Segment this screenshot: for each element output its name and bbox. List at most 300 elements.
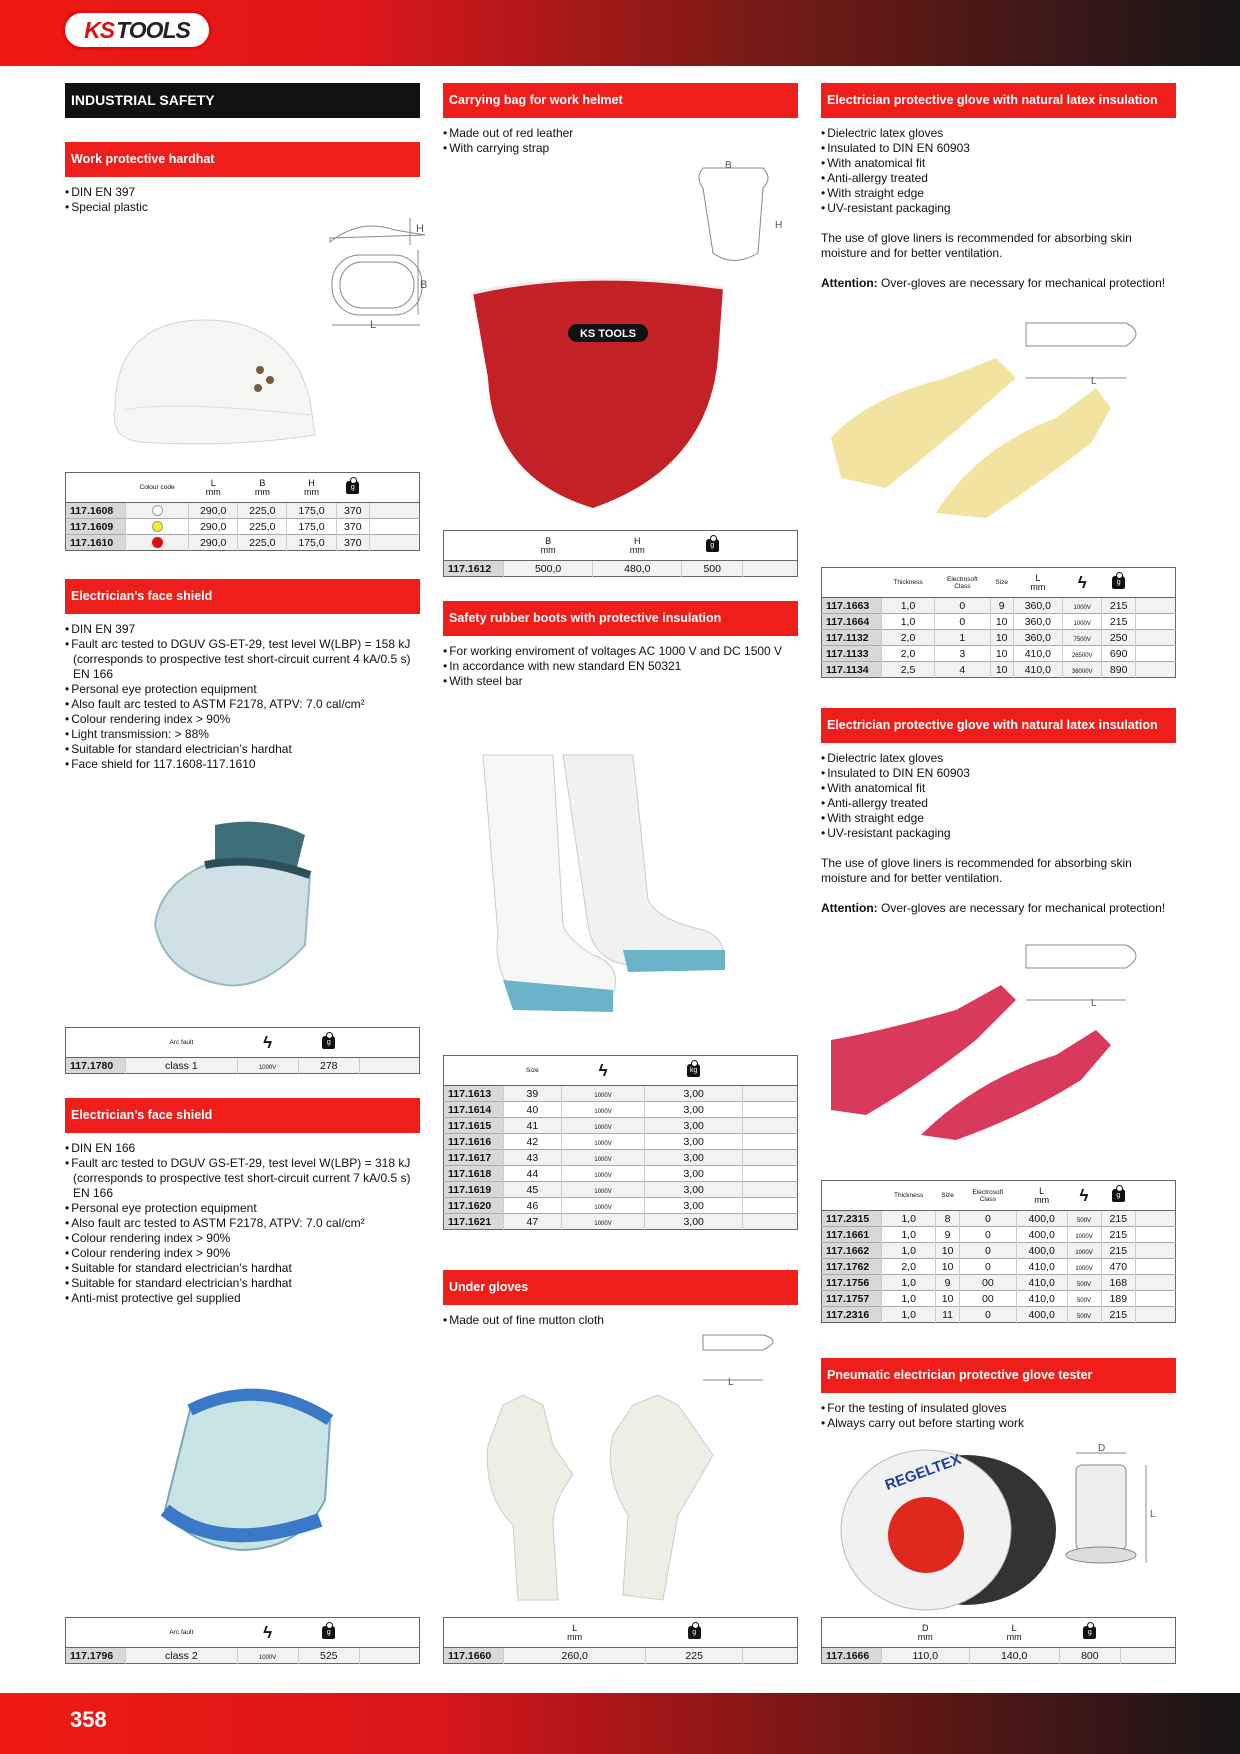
top-banner <box>0 0 1240 66</box>
weight-icon: g <box>322 1626 335 1639</box>
face-shield-1-image <box>145 815 345 990</box>
voltage-icon: ϟ <box>598 1060 608 1080</box>
cell: 10 <box>990 614 1013 630</box>
shield1-section <box>65 579 420 772</box>
cell: 2,0 <box>882 1259 936 1275</box>
cell: 370 <box>336 519 369 535</box>
dim-h: H <box>775 220 783 231</box>
unit: mm <box>1034 1194 1050 1205</box>
col-class: Class <box>979 1195 996 1203</box>
bullet: • With straight edge <box>821 811 1176 826</box>
cell: 3,00 <box>645 1150 743 1166</box>
table-row[interactable] <box>444 1166 798 1182</box>
cell: 3,00 <box>645 1166 743 1182</box>
cell: 360,0 <box>1013 614 1062 630</box>
cell: 44 <box>504 1166 562 1182</box>
voltage-class: 1000V <box>594 1108 612 1115</box>
table-row[interactable] <box>66 535 420 551</box>
cell: 400,0 <box>1016 1211 1067 1227</box>
article-number[interactable]: 117.1608 <box>66 503 126 519</box>
article-number[interactable]: 117.1666 <box>822 1648 882 1664</box>
table-row[interactable] <box>822 1243 1176 1259</box>
tester-section <box>821 1358 1176 1431</box>
cell: 2,5 <box>882 662 935 678</box>
col-colour: Colour code <box>126 473 189 503</box>
bullet-list <box>65 1141 420 1306</box>
unit: mm <box>254 486 270 497</box>
bullet: • UV-resistant packaging <box>821 826 1176 841</box>
bullet: • For working enviroment of voltages AC 1000 V and DC 1500 V <box>443 644 798 659</box>
cell: 360,0 <box>1013 598 1062 614</box>
voltage-class: 500V <box>1077 1313 1092 1320</box>
category-title: INDUSTRIAL SAFETY <box>65 83 420 118</box>
voltage-class: 500V <box>1077 1297 1092 1304</box>
hardhat-image <box>80 210 428 465</box>
cell: 480,0 <box>593 561 682 577</box>
bullet: • With anatomical fit <box>821 156 1176 171</box>
voltage-class: 1000V <box>594 1092 612 1099</box>
bullet-list <box>821 126 1176 216</box>
bullet: • Colour rendering index > 90% <box>65 1246 420 1261</box>
dim-d: D <box>1098 1443 1106 1454</box>
glove2-table <box>821 1180 1176 1323</box>
dim-l: L <box>1091 998 1097 1009</box>
cell: 175,0 <box>287 519 336 535</box>
cell: 140,0 <box>969 1648 1059 1664</box>
table-row[interactable] <box>66 1648 420 1664</box>
bullet: • Dielectric latex gloves <box>821 126 1176 141</box>
cell: 10 <box>936 1291 960 1307</box>
cell: 175,0 <box>287 535 336 551</box>
bullet: • Dielectric latex gloves <box>821 751 1176 766</box>
bullet: • Always carry out before starting work <box>821 1416 1176 1431</box>
voltage-class: 7500V <box>1073 636 1091 643</box>
table-row[interactable] <box>66 519 420 535</box>
article-number[interactable]: 117.1762 <box>822 1259 882 1275</box>
voltage-class: 500V <box>1077 1217 1092 1224</box>
article-number[interactable]: 117.1621 <box>444 1214 504 1230</box>
col-size: Size <box>990 568 1013 598</box>
col-l: L <box>210 477 216 488</box>
table-row[interactable] <box>444 1150 798 1166</box>
bullet: • DIN EN 397 <box>65 185 420 200</box>
cell: 0 <box>935 614 991 630</box>
col-thickness: Thickness <box>882 1181 936 1211</box>
table-row[interactable] <box>66 503 420 519</box>
dim-l: L <box>370 319 377 331</box>
col-electrosoft: Electrosoft <box>946 575 978 583</box>
article-number[interactable]: 117.1613 <box>444 1086 504 1102</box>
table-row[interactable] <box>822 1259 1176 1275</box>
bullet: • DIN EN 397 <box>65 622 420 637</box>
cell: 500 <box>682 561 743 577</box>
col-b: B <box>545 535 552 546</box>
cell: 225,0 <box>238 519 287 535</box>
cell: 225,0 <box>238 503 287 519</box>
unit: mm <box>205 486 221 497</box>
unit: mm <box>540 544 556 555</box>
cell: 1,0 <box>882 1275 936 1291</box>
voltage-icon: ϟ <box>263 1622 273 1642</box>
paragraph: The use of glove liners is recommended for absorbing skin moisture and for better ventilation. <box>821 231 1132 260</box>
article-number[interactable]: 117.1664 <box>822 614 882 630</box>
bullet: • Colour rendering index > 90% <box>65 1231 420 1246</box>
cell: 3,00 <box>645 1182 743 1198</box>
boots-section <box>443 601 798 689</box>
col-b: B <box>259 477 266 488</box>
cell: 10 <box>936 1259 960 1275</box>
bullet: • Suitable for standard electrician’s hardhat <box>65 1276 420 1291</box>
carrying-bag-image <box>463 158 793 513</box>
weight-icon: g <box>322 1036 335 1049</box>
shield2-section <box>65 1098 420 1306</box>
voltage-class: 1000V <box>594 1172 612 1179</box>
paragraph: The use of glove liners is recommended for absorbing skin moisture and for better ventilation. <box>821 856 1132 885</box>
brand-logo[interactable]: KS TOOLS <box>62 10 212 50</box>
cell: 370 <box>336 535 369 551</box>
glove2-section <box>821 708 1176 916</box>
table-row[interactable] <box>822 630 1176 646</box>
bullet: • Special plastic <box>65 200 420 215</box>
col-electrosoft: Electrosoft <box>972 1188 1004 1196</box>
bag-table <box>443 530 798 577</box>
col-size: Size <box>936 1181 960 1211</box>
cell: 168 <box>1101 1275 1135 1291</box>
bullet: • Light transmission: > 88% <box>65 727 420 742</box>
col-l: L <box>1039 1185 1045 1196</box>
latex-gloves-image <box>826 318 1176 518</box>
cell: 10 <box>990 662 1013 678</box>
section-title: Electrician protective glove with natural latex insulation <box>821 83 1176 118</box>
cell: 278 <box>298 1058 359 1074</box>
voltage-class: 1000V <box>594 1204 612 1211</box>
article-number[interactable]: 117.1663 <box>822 598 882 614</box>
bottom-banner <box>0 1693 1240 1754</box>
cell: 0 <box>959 1259 1016 1275</box>
attention-note <box>821 901 1176 916</box>
cell: 10 <box>990 630 1013 646</box>
col-arc: Arc fault <box>126 1028 238 1058</box>
cell: class 2 <box>126 1648 238 1664</box>
article-number[interactable]: 117.1616 <box>444 1134 504 1150</box>
undergloves-table <box>443 1617 798 1664</box>
cell: 0 <box>959 1227 1016 1243</box>
weight-icon: g <box>1112 1189 1125 1202</box>
article-number[interactable]: 117.1610 <box>66 535 126 551</box>
bullet-list <box>65 622 420 772</box>
page-number: 358 <box>70 1707 107 1732</box>
bullet: • Colour rendering index > 90% <box>65 712 420 727</box>
cell: 470 <box>1101 1259 1135 1275</box>
weight-icon: g <box>1083 1626 1096 1639</box>
voltage-class: 1000V <box>594 1140 612 1147</box>
cell: 1,0 <box>882 614 935 630</box>
cell: 1,0 <box>882 1227 936 1243</box>
col-d: D <box>922 1622 929 1633</box>
cell: 3,00 <box>645 1198 743 1214</box>
unit: mm <box>1030 581 1046 592</box>
dim-b: B <box>420 279 428 291</box>
glove1-section <box>821 83 1176 291</box>
article-number[interactable]: 117.1780 <box>66 1058 126 1074</box>
bullet: • Fault arc tested to DGUV GS-ET-29, test level W(LBP) = 158 kJ (corresponds to prospective test short-circuit current 4 kA/0.5 s) EN 166 <box>65 637 420 682</box>
table-row[interactable] <box>822 646 1176 662</box>
dim-l: L <box>728 1377 734 1388</box>
cell: 215 <box>1101 1227 1135 1243</box>
bullet: • Also fault arc tested to ASTM F2178, ATPV: 7.0 cal/cm² <box>65 697 420 712</box>
table-row[interactable] <box>66 1058 420 1074</box>
cell: 215 <box>1101 1307 1135 1323</box>
cell: 43 <box>504 1150 562 1166</box>
bullet-list <box>443 644 798 689</box>
cell: 39 <box>504 1086 562 1102</box>
attention-label: Attention: <box>821 901 878 915</box>
cell: 290,0 <box>189 535 238 551</box>
undergloves-section <box>443 1270 798 1328</box>
voltage-icon: ϟ <box>1079 1185 1089 1205</box>
cell: 400,0 <box>1016 1307 1067 1323</box>
table-row[interactable] <box>822 614 1176 630</box>
dim-l: L <box>1150 1509 1156 1520</box>
unit: mm <box>1006 1631 1022 1642</box>
weight-icon: g <box>346 481 359 494</box>
voltage-class: 1000V <box>1073 620 1091 627</box>
cell: 290,0 <box>189 503 238 519</box>
hardhat-section <box>65 142 420 215</box>
cell: 370 <box>336 503 369 519</box>
table-row[interactable] <box>444 1102 798 1118</box>
cell: 11 <box>936 1307 960 1323</box>
voltage-class: 1000V <box>258 1064 277 1071</box>
glove1-table <box>821 567 1176 678</box>
cell: 0 <box>935 598 991 614</box>
cell: 215 <box>1102 598 1136 614</box>
cell: 10 <box>990 646 1013 662</box>
table-row[interactable] <box>444 1182 798 1198</box>
col-l: L <box>572 1622 578 1633</box>
article-number[interactable]: 117.1756 <box>822 1275 882 1291</box>
article-number[interactable]: 117.1757 <box>822 1291 882 1307</box>
bullet: • With anatomical fit <box>821 781 1176 796</box>
cell: 410,0 <box>1016 1259 1067 1275</box>
hardhat-table <box>65 472 420 551</box>
article-number[interactable]: 117.2315 <box>822 1211 882 1227</box>
bag-logo: KS TOOLS <box>579 328 637 340</box>
table-row[interactable] <box>822 1648 1176 1664</box>
cell: 1,0 <box>882 1243 936 1259</box>
col-arc: Arc fault <box>126 1618 238 1648</box>
cell: 3,00 <box>645 1102 743 1118</box>
table-row[interactable] <box>822 598 1176 614</box>
cell: 1 <box>935 630 991 646</box>
bullet: • Anti-allergy treated <box>821 796 1176 811</box>
cell: 0 <box>959 1211 1016 1227</box>
attention-note <box>821 276 1176 291</box>
cell: 9 <box>936 1275 960 1291</box>
cell: 400,0 <box>1016 1243 1067 1259</box>
color-dot <box>152 537 163 548</box>
col-thickness: Thickness <box>882 568 935 598</box>
table-row[interactable] <box>822 1307 1176 1323</box>
voltage-class: 36000V <box>1071 668 1093 675</box>
article-number[interactable]: 117.1615 <box>444 1118 504 1134</box>
glove-tester-image <box>826 1445 1176 1615</box>
under-gloves-image <box>463 1325 793 1605</box>
weight-icon: g <box>1112 576 1125 589</box>
bullet: • For the testing of insulated gloves <box>821 1401 1176 1416</box>
cell: 690 <box>1102 646 1136 662</box>
article-number[interactable]: 117.1133 <box>822 646 882 662</box>
cell: 42 <box>504 1134 562 1150</box>
bullet: • Anti-mist protective gel supplied <box>65 1291 420 1306</box>
article-number[interactable]: 117.1661 <box>822 1227 882 1243</box>
bag-section <box>443 83 798 156</box>
article-number[interactable]: 117.1614 <box>444 1102 504 1118</box>
rubber-boots-image <box>473 750 773 1025</box>
cell: class 1 <box>126 1058 238 1074</box>
cell: 500,0 <box>504 561 593 577</box>
article-number[interactable]: 117.1660 <box>444 1648 504 1664</box>
article-number[interactable]: 117.2316 <box>822 1307 882 1323</box>
article-number[interactable]: 117.1662 <box>822 1243 882 1259</box>
voltage-icon: ϟ <box>1077 572 1087 592</box>
article-number[interactable]: 117.1620 <box>444 1198 504 1214</box>
voltage-icon: ϟ <box>263 1032 273 1052</box>
section-title: Work protective hardhat <box>65 142 420 177</box>
section-title: Safety rubber boots with protective insulation <box>443 601 798 636</box>
dim-h: H <box>416 223 424 235</box>
tester-brand: REGELTEX <box>882 1450 964 1495</box>
unit: mm <box>304 486 319 497</box>
table-row[interactable] <box>444 1086 798 1102</box>
dim-l: L <box>1091 376 1097 387</box>
table-row[interactable] <box>444 1134 798 1150</box>
cell: 2,0 <box>882 630 935 646</box>
cell: 890 <box>1102 662 1136 678</box>
cell: 41 <box>504 1118 562 1134</box>
cell: 00 <box>959 1275 1016 1291</box>
cell: 47 <box>504 1214 562 1230</box>
cell: 175,0 <box>287 503 336 519</box>
voltage-class: 1000V <box>1075 1233 1093 1240</box>
article-number[interactable]: 117.1617 <box>444 1150 504 1166</box>
table-row[interactable] <box>822 1275 1176 1291</box>
bullet: • Made out of fine mutton cloth <box>443 1313 798 1328</box>
cell: 9 <box>936 1227 960 1243</box>
cell: 215 <box>1102 614 1136 630</box>
cell: 0 <box>959 1307 1016 1323</box>
article-number[interactable]: 117.1609 <box>66 519 126 535</box>
bullet: • Anti-allergy treated <box>821 171 1176 186</box>
shield1-table <box>65 1027 420 1074</box>
cell: 9 <box>990 598 1013 614</box>
table-row[interactable] <box>444 1118 798 1134</box>
section-title: Under gloves <box>443 1270 798 1305</box>
col-h: H <box>634 535 641 546</box>
dim-b: B <box>725 160 732 171</box>
article-number[interactable]: 117.1796 <box>66 1648 126 1664</box>
face-shield-2-image <box>150 1380 350 1560</box>
bullet-list <box>821 1401 1176 1431</box>
unit: mm <box>567 1631 583 1642</box>
section-title: Pneumatic electrician protective glove tester <box>821 1358 1176 1393</box>
cell: 260,0 <box>504 1648 646 1664</box>
shield2-table <box>65 1617 420 1664</box>
cell: 0 <box>959 1243 1016 1259</box>
bullet: • Suitable for standard electrician’s hardhat <box>65 742 420 757</box>
table-row[interactable] <box>822 662 1176 678</box>
cell: 360,0 <box>1013 630 1062 646</box>
table-row[interactable] <box>444 1648 798 1664</box>
cell: 410,0 <box>1016 1291 1067 1307</box>
weight-icon: g <box>706 539 719 552</box>
cell: 8 <box>936 1211 960 1227</box>
table-row[interactable] <box>822 1291 1176 1307</box>
bullet: • With steel bar <box>443 674 798 689</box>
bullet: • Suitable for standard electrician’s hardhat <box>65 1261 420 1276</box>
col-l: L <box>1011 1622 1017 1633</box>
col-h: H <box>308 477 315 488</box>
bullet: • UV-resistant packaging <box>821 201 1176 216</box>
table-row[interactable] <box>822 1227 1176 1243</box>
cell: 2,0 <box>882 646 935 662</box>
article-number[interactable]: 117.1619 <box>444 1182 504 1198</box>
article-number[interactable]: 117.1618 <box>444 1166 504 1182</box>
bullet: • Insulated to DIN EN 60903 <box>821 766 1176 781</box>
cell: 3,00 <box>645 1214 743 1230</box>
bullet: • Face shield for 117.1608-117.1610 <box>65 757 420 772</box>
bullet: • Insulated to DIN EN 60903 <box>821 141 1176 156</box>
table-row[interactable] <box>444 1214 798 1230</box>
article-number[interactable]: 117.1134 <box>822 662 882 678</box>
cell: 3 <box>935 646 991 662</box>
weight-icon: kg <box>687 1064 700 1077</box>
cell: 225,0 <box>238 535 287 551</box>
voltage-class: 1000V <box>1073 604 1091 611</box>
table-row[interactable] <box>444 561 798 577</box>
cell: 1,0 <box>882 1307 936 1323</box>
col-l: L <box>1035 572 1041 583</box>
cell: 225 <box>646 1648 743 1664</box>
article-number[interactable]: 117.1612 <box>444 561 504 577</box>
attention-label: Attention: <box>821 276 878 290</box>
color-dot <box>152 505 163 516</box>
cell: 45 <box>504 1182 562 1198</box>
section-title: Electrician’s face shield <box>65 579 420 614</box>
cell: 400,0 <box>1016 1227 1067 1243</box>
voltage-class: 500V <box>1077 1281 1092 1288</box>
section-title: Electrician protective glove with natural latex insulation <box>821 708 1176 743</box>
table-row[interactable] <box>822 1211 1176 1227</box>
boots-table <box>443 1055 798 1230</box>
tester-table <box>821 1617 1176 1664</box>
cell: 1,0 <box>882 1291 936 1307</box>
article-number[interactable]: 117.1132 <box>822 630 882 646</box>
voltage-class: 1000V <box>594 1156 612 1163</box>
col-class: Class <box>954 582 971 590</box>
attention-text: Over-gloves are necessary for mechanical protection! <box>877 276 1166 290</box>
col-size: Size <box>504 1056 562 1086</box>
bullet: • With straight edge <box>821 186 1176 201</box>
bullet: • Personal eye protection equipment <box>65 1201 420 1216</box>
cell: 1,0 <box>882 598 935 614</box>
cell: 215 <box>1101 1211 1135 1227</box>
bullet: • Fault arc tested to DGUV GS-ET-29, test level W(LBP) = 318 kJ (corresponds to prospective test short-circuit current 7 kA/0.5 s) EN 166 <box>65 1156 420 1201</box>
cell: 00 <box>959 1291 1016 1307</box>
table-row[interactable] <box>444 1198 798 1214</box>
attention-text: Over-gloves are necessary for mechanical protection! <box>877 901 1166 915</box>
cell: 410,0 <box>1013 662 1062 678</box>
